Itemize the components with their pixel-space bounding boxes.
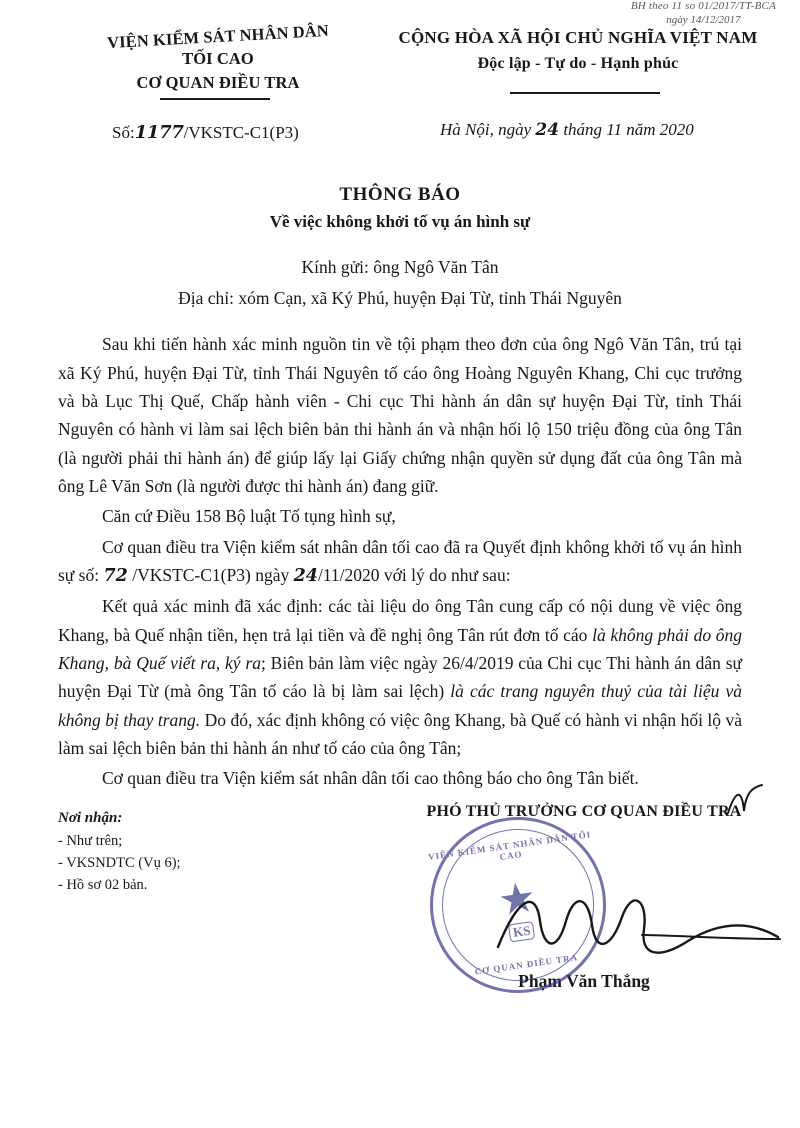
para3-handwritten-day: 24	[293, 566, 318, 586]
body-paragraph-4	[58, 592, 742, 762]
para3-text-c: /11/2020 với lý do như sau:	[317, 565, 511, 585]
para4-italic-2: là các trang nguyên thuỷ của tài liệu và không bị thay trang.	[58, 681, 742, 730]
body-paragraph-5: Cơ quan điều tra Viện kiểm sát nhân dân tối cao thông báo cho ông Tân biết.	[102, 768, 639, 789]
so-handwritten-number: 1177	[134, 122, 184, 143]
issuing-organization	[84, 20, 352, 94]
recipient-address: Địa chỉ: xóm Cạn, xã Ký Phú, huyện Đại Từ, tỉnh Thái Nguyên	[178, 288, 622, 309]
seal-text-top: VIỆN KIỂM SÁT NHÂN DÂN TỐI CAO	[427, 828, 592, 862]
para3-text-a: Cơ quan điều tra Viện kiểm sát nhân dân tối cao đã ra Quyết định không khởi tố vụ án hình sự số:	[58, 536, 742, 585]
body-paragraph-3	[58, 533, 742, 591]
page-subtitle: Về việc không khởi tố vụ án hình sự	[269, 212, 531, 231]
org-line-2: TỐI CAO	[182, 49, 254, 69]
para4-italic-1: là không phải do ông Khang, bà Quế viết ra, ký ra	[58, 624, 742, 674]
fax-header-line1: BH theo 11 so 01/2017/TT-BCA	[630, 0, 776, 12]
body-paragraph-2: Căn cứ Điều 158 Bộ luật Tố tụng hình sự,	[102, 506, 396, 527]
para3-handwritten-number: 72	[103, 566, 128, 586]
para3-text-b: /VKSTC-C1(P3) ngày	[132, 565, 290, 585]
document-body	[58, 330, 742, 793]
nation-divider	[510, 92, 660, 94]
nation-line-1: CỘNG HÒA XÃ HỘI CHỦ NGHĨA VIỆT NAM	[398, 28, 758, 47]
national-heading	[382, 28, 774, 73]
document-footer	[0, 802, 800, 1057]
recipients-list	[58, 831, 181, 896]
page-title: THÔNG BÁO	[339, 184, 461, 205]
seal-text-bottom: CƠ QUAN ĐIỀU TRA	[474, 951, 579, 977]
org-line-1: VIỆN KIỂM SÁT NHÂN DÂN	[106, 20, 330, 53]
para4-text-a: Kết quả xác minh đã xác định: các tài liệu do ông Tân cung cấp có nội dung về việc ông Khang, bà Quế nhận tiền, hẹn trả lại tiền và đề nghị ông Tân rút đơn tố cáo	[58, 596, 742, 645]
recipient-block	[0, 254, 800, 312]
star-icon: ★	[495, 874, 540, 926]
signer-name: Phạm Văn Thắng	[518, 970, 650, 991]
para4-text-c: Do đó, xác định không có việc ông Khang, bà Quế có hành vi nhận hối lộ và làm sai lệch biên bản thi hành án như tố cáo của ông Tân;	[58, 709, 742, 759]
place-date	[440, 120, 694, 140]
so-label: Số:	[112, 123, 135, 142]
recipient-name: Kính gửi: ông Ngô Văn Tân	[301, 257, 499, 277]
nation-line-2: Độc lập - Tự do - Hạnh phúc	[477, 55, 679, 72]
document-title-block	[0, 184, 800, 232]
recipients-title: Nơi nhận:	[58, 809, 123, 826]
org-divider	[160, 98, 270, 100]
signer-title: PHÓ THỦ TRƯỞNG CƠ QUAN ĐIỀU TRA	[426, 802, 742, 820]
list-item: - VKSNDTC (Vụ 6);	[58, 855, 181, 871]
document-number	[112, 122, 299, 143]
recipients-list-block	[58, 807, 181, 897]
document-header	[0, 0, 800, 118]
seal-center-mark: KS	[508, 921, 536, 942]
day-handwritten: 24	[535, 120, 560, 140]
para4-text-b: ; Biên bản làm việc ngày 26/4/2019 của Chi cục Thi hành án dân sự huyện Đại Từ (mà ông Tân tố cáo là bị làm sai lệch)	[58, 653, 743, 702]
list-item: - Hồ sơ 02 bản.	[58, 876, 148, 893]
place-label: Hà Nội, ngày	[440, 120, 532, 139]
so-suffix: /VKSTC-C1(P3)	[183, 123, 299, 142]
org-line-3: CƠ QUAN ĐIỀU TRA	[136, 72, 300, 92]
fax-header-line2: ngày 14/12/2017	[666, 13, 741, 26]
list-item: - Như trên;	[58, 833, 123, 850]
month-year-label: tháng 11 năm 2020	[563, 120, 694, 139]
body-paragraph-1: Sau khi tiến hành xác minh nguồn tin về tội phạm theo đơn của ông Ngô Văn Tân, trú tại xã Ký Phú, huyện Đại Từ, tỉnh Thái Nguyên tố cáo ông Hoàng Nguyên Khang, Chi cục trưởng và bà Lục Thị Quế, Chấp hành viên - Chi cục Thi hành án dân sự huyện Đại Từ, tỉnh Thái Nguyên có hành vi làm sai lệch biên bản thi hành án và nhận hối lộ 150 triệu đồng của ông Tân (là người phải thi hành án) để giúp lấy lại Giấy chứng nhận quyền sử dụng đất của ông Tân mà ông Lê Văn Sơn (là người được thi hành án) đang giữ.	[58, 334, 742, 496]
number-date-row	[0, 118, 800, 162]
